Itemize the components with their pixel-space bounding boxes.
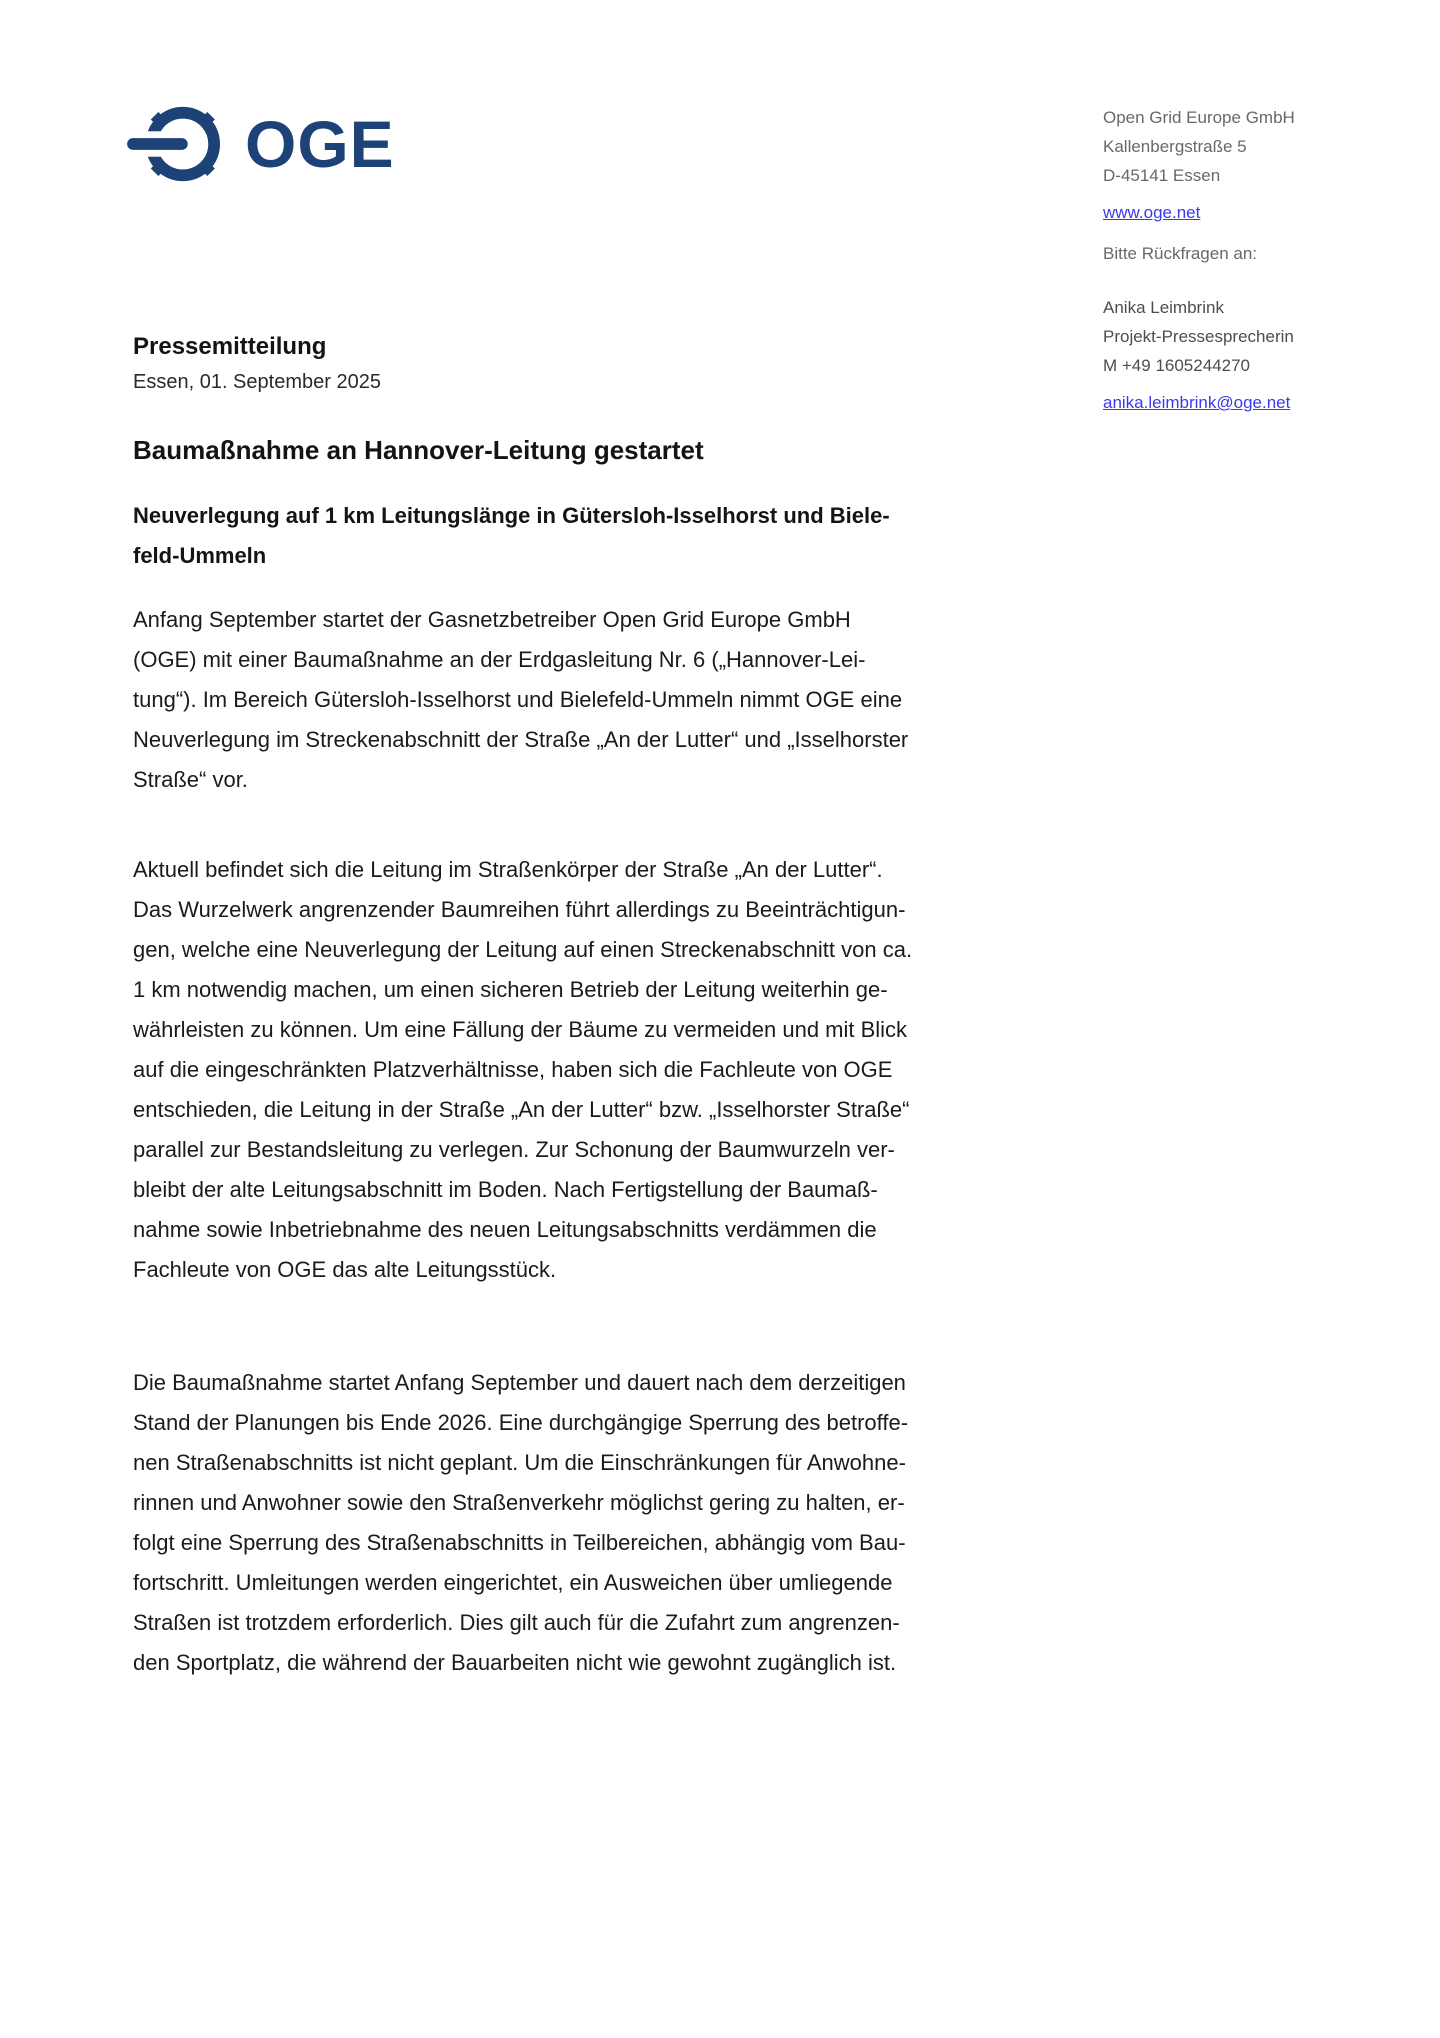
- company-city: D-45141 Essen: [1103, 166, 1221, 185]
- body-paragraph-2: Aktuell befindet sich die Leitung im Straßenkörper der Straße „An der Lutter“. Das Wurzelwerk angrenzender Baumreihen führt allerdings zu Beeinträchtigun- gen, welche eine Neuverlegung der Leitung auf einen Streckenabschnitt von ca. 1 km notwendig machen, um einen sicheren Betrieb der Leitung weiterhin ge- währleisten zu können. Um eine Fällung der Bäume zu vermeiden und mit Blick auf die eingeschränkten Platzverhältnisse, haben sich die Fachleute von OGE entschieden, die Leitung in der Straße „An der Lutter“ bzw. „Isselhorster Straße“ parallel zur Bestandsleitung zu verlegen. Zur Schonung der Baumwurzeln ver- bleibt der alte Leitungsabschnitt im Boden. Nach Fertigstellung der Baumaß- nahme sowie Inbetriebnahme des neuen Leitungsabschnitts verdämmen die Fachleute von OGE das alte Leitungsstück.: [133, 857, 913, 1282]
- letterhead-column: [1103, 103, 1413, 417]
- contact-mobile: M +49 1605244270: [1103, 356, 1250, 375]
- document-subtitle: Neuverlegung auf 1 km Leitungslänge in Gütersloh-Isselhorst und Biele- feld-Ummeln: [133, 503, 890, 568]
- document-kicker: Pressemitteilung: [133, 333, 327, 360]
- body-paragraph-3: Die Baumaßnahme startet Anfang September und dauert nach dem derzeitigen Stand der Planungen bis Ende 2026. Eine durchgängige Sperrung des betroffe- nen Straßenabschnitts ist nicht geplant. Um die Einschränkungen für Anwohne- rinnen und Anwohner sowie den Straßenverkehr möglichst gering zu halten, er- folgt eine Sperrung des Straßenabschnitts in Teilbereichen, abhängig vom Bau- fortschritt. Umleitungen werden eingerichtet, ein Ausweichen über umliegende Straßen ist trotzdem erforderlich. Dies gilt auch für die Zufahrt zum angrenzen- den Sportplatz, die während der Bauarbeiten nicht wie gewohnt zugänglich ist.: [133, 1370, 909, 1675]
- contact-email-link[interactable]: anika.leimbrink@oge.net: [1103, 393, 1291, 412]
- document-title: Baumaßnahme an Hannover-Leitung gestartet: [133, 435, 704, 465]
- company-logo: [127, 100, 395, 188]
- document-dateline: Essen, 01. September 2025: [133, 371, 381, 393]
- body-paragraph-1: Anfang September startet der Gasnetzbetreiber Open Grid Europe GmbH (OGE) mit einer Baumaßnahme an der Erdgasleitung Nr. 6 („Hannover-Lei- tung“). Im Bereich Gütersloh-Isselhorst und Bielefeld-Ummeln nimmt OGE eine Neuverlegung im Streckenabschnitt der Straße „An der Lutter“ und „Isselhorster Straße“ vor.: [133, 607, 909, 792]
- oge-pipe-ring-icon: [127, 100, 225, 188]
- company-name: Open Grid Europe GmbH: [1103, 108, 1295, 127]
- company-street: Kallenbergstraße 5: [1103, 137, 1247, 156]
- contact-name: Anika Leimbrink: [1103, 298, 1224, 317]
- contact-role: Projekt-Pressesprecherin: [1103, 327, 1294, 346]
- inquiries-label: Bitte Rückfragen an:: [1103, 244, 1258, 263]
- logo-wordmark: OGE: [245, 107, 395, 181]
- website-link[interactable]: www.oge.net: [1103, 203, 1201, 222]
